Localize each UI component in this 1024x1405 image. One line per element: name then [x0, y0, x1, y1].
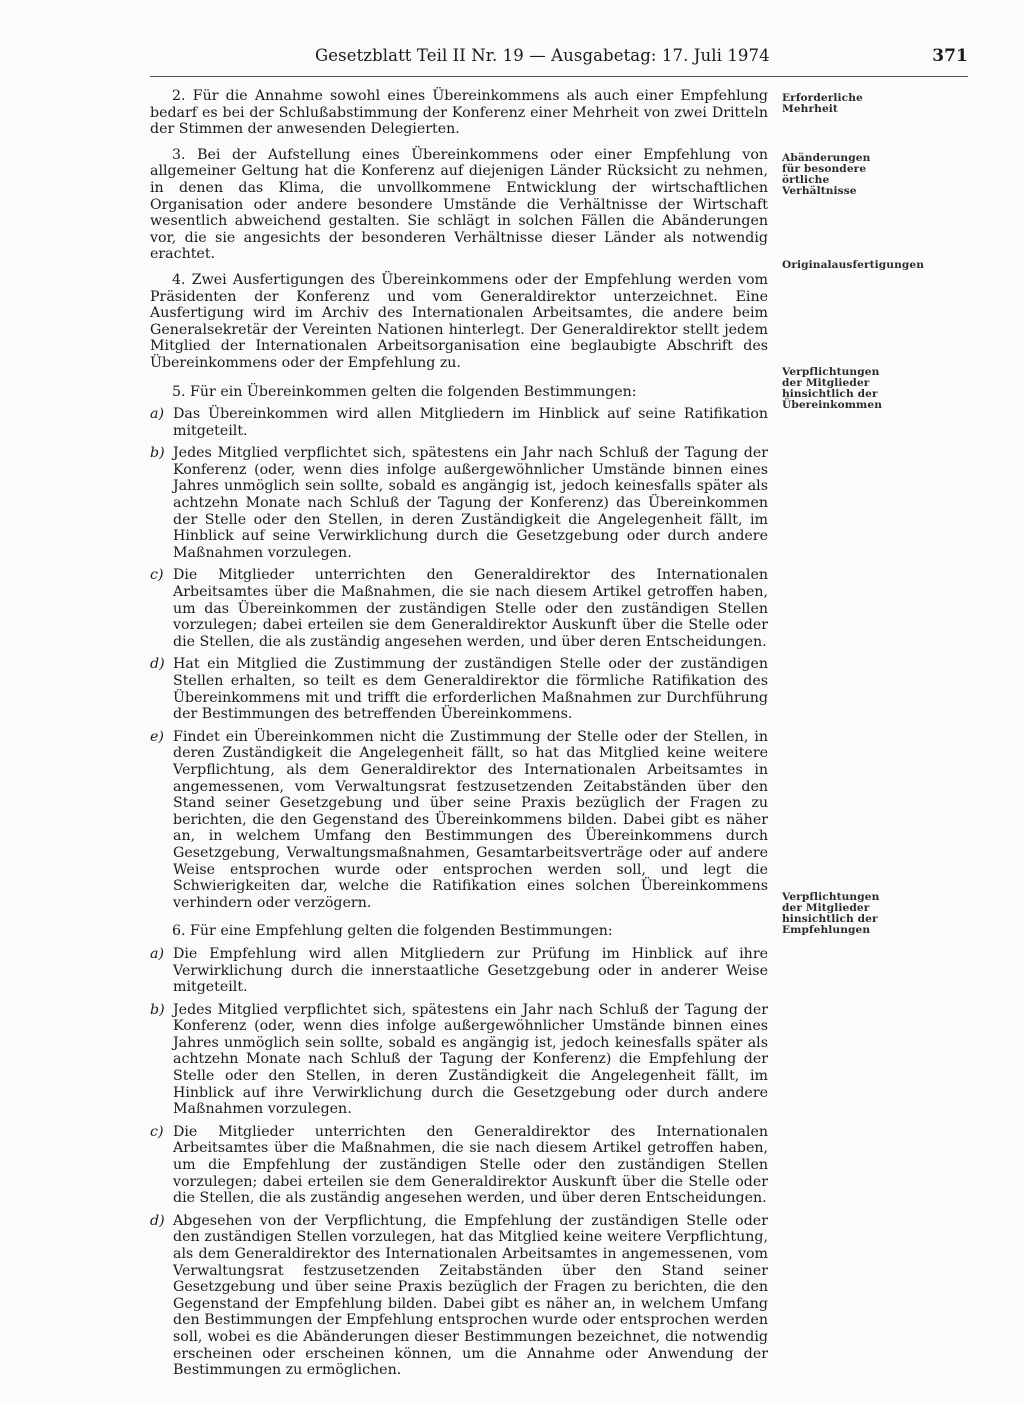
item-text: Findet ein Übereinkommen nicht die Zustimmung der Stelle oder der Stellen, in deren Zuständigkeit die Angelegenheit fällt, so hat das Mitglied keine weitere Verpflichtung, als dem Generaldirektor des Internationalen Arbeitsamtes in angemessenen, vom Verwaltungsrat festzusetzenden Zeitabständen über den Stand seiner Gesetzgebung und über seine Praxis bezüglich der Fragen zu berichten, die den Gegenstand des Übereinkommens bilden. Dabei gibt es näher an, in welchem Umfang den Bestimmungen des Übereinkommens durch Gesetzgebung, Verwaltungsmaßnahmen, Gesamtarbeitsverträge oder auf andere Weise entsprochen wurde oder entsprochen werden soll, und legt die Schwierigkeiten dar, welche die Ratifikation eines solchen Übereinkommens verhindern oder verzögern.: [173, 728, 768, 911]
item-text: Die Mitglieder unterrichten den Generaldirektor des Internationalen Arbeitsamtes über die Maßnahmen, die sie nach diesem Artikel getroffen haben, um die Empfehlung der zuständigen Stelle oder den zuständigen Stellen vorzulegen; dabei erteilen sie dem Generaldirektor Auskunft über die Stelle oder die Stellen, die als zuständig angesehen werden, und über deren Entscheidungen.: [173, 1123, 768, 1207]
item-text: Abgesehen von der Verpflichtung, die Empfehlung der zuständigen Stelle oder den zuständigen Stellen vorzulegen, hat das Mitglied keine weitere Verpflichtung, als dem Generaldirektor des Internationalen Arbeitsamtes in angemessenen, vom Verwaltungsrat festzusetzenden Zeitabständen über den Stand seiner Gesetzgebung und über seine Praxis bezüglich der Fragen zu berichten, die den Gegenstand der Empfehlung bilden. Dabei gibt es näher an, in welchem Umfang den Bestimmungen der Empfehlung entsprochen wurde oder entsprochen werden soll, wobei es die Abänderungen dieser Bestimmungen bezeichnet, die notwendig erscheinen oder erscheinen können, um die Annahme oder Anwendung der Bestimmungen zu ermöglichen.: [173, 1212, 768, 1379]
header-title: Gesetzblatt Teil II Nr. 19 — Ausgabetag: 17. Juli 1974: [315, 46, 770, 65]
side-note-conventions: Verpflichtungen der Mitglieder hinsichtlich der Übereinkommen: [782, 366, 883, 411]
list-item: [150, 1213, 768, 1379]
list-item: [150, 1002, 768, 1118]
list-item: [150, 445, 768, 561]
side-note-amendments: Abänderungen für besondere örtliche Verhältnisse: [782, 152, 871, 197]
list-item: [150, 656, 768, 722]
item-text: Hat ein Mitglied die Zustimmung der zuständigen Stelle oder der zuständigen Stellen erhalten, so teilt es dem Generaldirektor die förmliche Ratifikation des Übereinkommens mit und trifft die erforderlichen Maßnahmen zur Durchführung der Bestimmungen des betreffenden Übereinkommens.: [173, 656, 768, 723]
list-item: [150, 567, 768, 650]
item-text: Die Mitglieder unterrichten den Generaldirektor des Internationalen Arbeitsamtes über die Maßnahmen, die sie nach diesem Artikel getroffen haben, um das Übereinkommen der zuständigen Stelle oder den zuständigen Stellen vorzulegen; dabei erteilen sie dem Generaldirektor Auskunft über die Stelle oder die Stellen, die als zuständig angesehen werden, und über deren Entscheidungen.: [173, 567, 768, 650]
paragraph-5-intro: 5. Für ein Übereinkommen gelten die folgenden Bestimmungen:: [172, 383, 637, 400]
list-item: [150, 1124, 768, 1207]
list-item: [150, 406, 768, 439]
side-note-originals: Originalausfertigungen: [782, 259, 925, 271]
item-label: c): [150, 567, 164, 584]
list-item: [150, 946, 768, 996]
item-label: e): [150, 728, 164, 745]
item-text: Das Übereinkommen wird allen Mitgliedern im Hinblick auf seine Ratifikation mitgeteilt.: [173, 406, 768, 439]
item-text: Jedes Mitglied verpflichtet sich, spätestens ein Jahr nach Schluß der Tagung der Konferenz (oder, wenn dies infolge außergewöhnlicher Umstände binnen eines Jahres unmöglich sein sollte, sobald es angängig ist, jedoch keinesfalls später als achtzehn Monate nach Schluß der Tagung der Konferenz) die Empfehlung der Stelle oder den Stellen, in deren Zuständigkeit die Angelegenheit fällt, im Hinblick auf ihre Verwirklichung durch die Gesetzgebung oder durch andere Maßnahmen vorzulegen.: [173, 1001, 768, 1118]
item-text: Jedes Mitglied verpflichtet sich, spätestens ein Jahr nach Schluß der Tagung der Konferenz (oder, wenn dies infolge außergewöhnlicher Umstände binnen eines Jahres unmöglich sein sollte, sobald es angängig ist, jedoch keinesfalls später als achtzehn Monate nach Schluß der Tagung der Konferenz) das Übereinkommen der Stelle oder den Stellen, in deren Zuständigkeit die Angelegenheit fällt, im Hinblick auf seine Verwirklichung durch die Gesetzgebung oder durch andere Maßnahmen vorzulegen.: [173, 445, 768, 561]
list-item: [150, 729, 768, 912]
paragraph-4: 4. Zwei Ausfertigungen des Übereinkommens oder der Empfehlung werden vom Präsidenten der Konferenz und vom Generaldirektor unterzeichnet. Eine Ausfertigung wird im Archiv des Internationalen Arbeitsamtes, die andere beim Generalsekretär der Vereinten Nationen hinterlegt. Der Generaldirektor stellt jedem Mitglied der Internationalen Arbeitsorganisation eine beglaubigte Abschrift des Übereinkommens oder der Empfehlung zu.: [150, 271, 768, 371]
main-text: [150, 88, 768, 1385]
paragraph-6-intro: 6. Für eine Empfehlung gelten die folgenden Bestimmungen:: [172, 923, 613, 940]
item-text: Die Empfehlung wird allen Mitgliedern zur Prüfung im Hinblick auf ihre Verwirklichung durch die innerstaatliche Gesetzgebung oder in anderer Weise mitgeteilt.: [173, 945, 768, 996]
page-number: 371: [932, 46, 968, 66]
paragraph-2: 2. Für die Annahme sowohl eines Übereinkommens als auch einer Empfehlung bedarf es bei der Schlußabstimmung der Konferenz einer Mehrheit von zwei Dritteln der Stimmen der anwesenden Delegierten.: [150, 88, 768, 138]
side-note-majority: Erforderliche Mehrheit: [782, 92, 863, 115]
item-label: b): [150, 445, 165, 462]
item-label: d): [150, 656, 165, 673]
item-label: a): [150, 406, 164, 423]
item-label: a): [150, 945, 164, 962]
side-note-recommendations: Verpflichtungen der Mitglieder hinsichtlich der Empfehlungen: [782, 891, 880, 936]
item-label: c): [150, 1123, 164, 1140]
item-label: d): [150, 1212, 165, 1229]
paragraph-3: 3. Bei der Aufstellung eines Übereinkommens oder einer Empfehlung von allgemeiner Geltung hat die Konferenz auf diejenigen Länder Rücksicht zu nehmen, in denen das Klima, die unvollkommene Entwicklung der wirtschaftlichen Organisation oder andere besondere Umstände die Verhältnisse der Wirtschaft wesentlich abweichend gestalten. Sie schlägt in solchen Fällen die Abänderungen vor, die sie angesichts der besonderen Verhältnisse dieser Länder als notwendig erachtet.: [150, 146, 768, 263]
header-rule: [150, 76, 968, 77]
item-label: b): [150, 1001, 165, 1018]
